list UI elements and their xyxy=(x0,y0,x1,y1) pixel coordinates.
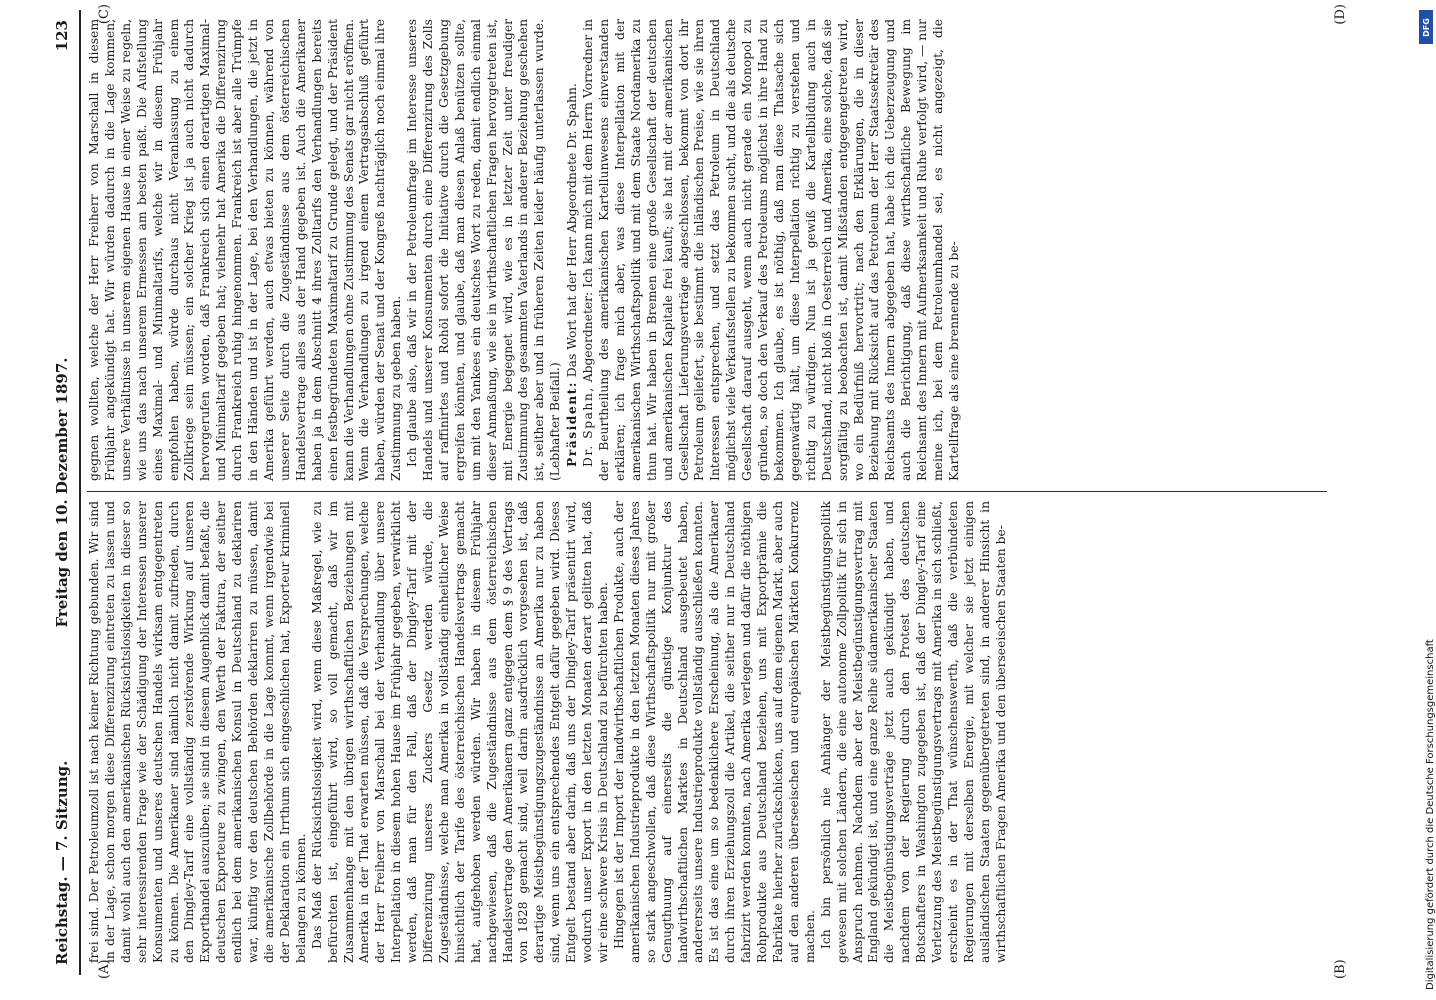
paragraph: frei sind. Der Petroleumzoll ist nach keiner Richtung gebunden. Wir sind in der Lage, schon morgen diese Differenzirung eintreten zu lassen und damit wohl auch den amerikanischen Rücksichtslosigkeiten in dieser so sehr interessirenden Frage wie der Schädigung der Interessen unserer Konsumenten und unseres deutschen Handels wirksam entgegentreten zu können. Die Amerikaner sind nämlich nicht damit zufrieden, durch den Dingley-Tarif eine vollständig zerstörende Wirkung auf unseren Exporthandel auszuüben; sie sind in diesem Augenblick damit befaßt, die deutschen Exporteure zu zwingen, den Werth der Faktura, der seither endlich bei dem amerikanischen Konsul in Deutschland zu deklariren war, künftig vor den deutschen Behörden deklariren zu müssen, damit die amerikanische Zollbehörde in die Lage kommt, wenn irgendwie bei der Deklaration ein Irrthum sich eingeschlichen hat, Exporteur kriminell belangen zu können. xyxy=(87,501,308,963)
header-left: Reichstag. — 7. Sitzung. xyxy=(53,760,71,965)
president-text: Das Wort hat der Herr Abgeordnete Dr. Spahn. xyxy=(565,83,580,378)
digitization-credit: Digitalisierung gefördert durch die Deutsche Forschungsgemeinschaft xyxy=(1425,639,1436,990)
paragraph: Ich bin persönlich nie Anhänger der Meistbegünstigungspolitik gewesen mit solchen Ländern, die eine autonome Zollpolitik für sich in Anspruch nehmen. Nachdem aber der Meistbegünstigungsvertrag mit England gekündigt ist, und eine ganze Reihe südamerikanischer Staaten die Meistbegünstigungsverträge jetzt auch gekündigt haben, und nachdem von der Regierung durch den Protest des deutschen Botschafters in Washington zugegeben ist, daß der Dingley-Tarif eine Verletzung des Meistbegünstigungsvertrags mit Amerika in sich schließt, erscheint es in der That wünschenswerth, daß die verbündeten Regierungen mit derselben Energie, mit welcher sie jetzt einigen ausländischen Staaten gegenübergetreten sind, in anderer Hinsicht in wirthschaftlichen Fragen Amerika und den überseeischen Staaten be- xyxy=(818,501,1008,963)
paragraph: Ich glaube also, daß wir in der Petroleumfrage im Interesse unseres Handels und unserer Konsumenten durch eine Differenzirung des Zolls auf raffinirtes und Rohöl sofort die Initiative durch die Gesetzgebung ergreifen könnten, und glaube, daß man diesen Anlaß benützen sollte, um mit den Yankees ein deutsches Wort zu reden, damit endlich einmal dieser Anmaßung, wie sie in wirthschaftlichen Fragen hervorgetreten ist, mit Energie begegnet wird, wie es in letzter Zeit unter freudiger Zustimmung des gesammten Vaterlands in anderer Beziehung geschehen ist, seither aber und in früheren Zeiten leider häufig unterlassen wurde. (Lebhafter Beifall.) xyxy=(405,19,563,481)
header-rule xyxy=(79,10,81,975)
column-divider xyxy=(87,491,1327,492)
right-column xyxy=(87,19,1327,481)
margin-mark-b: (B) xyxy=(1333,959,1348,979)
dfg-logo-text: DFG xyxy=(1421,17,1431,37)
paragraph: gegnen wollten, welche der Herr Freiherr von Marschall in diesem Frühjahr angekündigt hat. Wir würden dadurch in die Lage kommen, unsere Verhältnisse in unserem eigenen Hause in einer Weise zu regeln, wie uns das nach unserem Ermessen am besten paßt. Die Aufstellung eines Maximal- und Minimaltarifs, welche wir in diesem Frühjahr empfohlen haben, würde durchaus nicht Veranlassung zu einem Zollkriege sein müssen; ein solcher Krieg ist ja auch nicht dadurch hervorgerufen worden, daß Frankreich sich einen derartigen Maximal- und Minimaltarif gegeben hat; vielmehr hat Amerika die Differenzirung durch Frankreich ruhig hingenommen. Frankreich ist aber alle Trümpfe in den Händen und ist in der Lage, bei den Verhandlungen, die jetzt in Amerika geführt werden, auch etwas bieten zu können, während von unserer Seite durch die Zugeständnisse aus dem österreichischen Handelsvertrage alles aus der Hand gegeben ist. Auch die Amerikaner haben ja in dem Abschnitt 4 ihres Zolltarifs den Verhandlungen bereits einen festbegründeten Maximaltarif zu Grunde gelegt, und der Präsident kann die Verhandlungen ohne Zustimmung des Senats gar nicht eröffnen. Wenn die Verhandlungen zu irgend einem Vertragsabschluß geführt haben, würden der Senat und der Kongreß nachträglich noch einmal ihre Zustimmung zu geben haben. xyxy=(87,19,404,481)
speech-text: Ich kann mich mit dem Herrn Vorredner in der Beurtheilung des amerikanischen Kartellunwesens einverstanden erklären; ich frage mich aber, was diese Interpellation mit der amerikanischen Wirthschaftspolitik und mit dem Staate Nordamerika zu thun hat. Wir haben in Bremen eine große Gesellschaft der deutschen und amerikanischen Kapitale frei kauft; sie hat mit der amerikanischen Gesellschaft Lieferungsverträge abgeschlossen, bekommt von dort ihr Petroleum geliefert, sie bestimmt die inländischen Preise, wie sie ihren Interessen entsprechen, und setzt das Petroleum in Deutschland möglichst viele Verkaufsstellen zu bekommen sucht, und die als deutsche Gesellschaft darauf ausgeht, wenn auch nicht gerade ein Monopol zu gründen, so doch den Verkauf des Petroleums möglichst in ihre Hand zu bekommen. Ich glaube, es ist nöthig, daß man diese Thatsache sich gegenwärtig hält, um diese Interpellation richtig zu verstehen und richtig zu würdigen. Nun ist ja gewiß die Kartellbildung auch in Deutschland, nicht bloß in Oesterreich und Amerika, eine solche, daß sie sorgfältig zu beobachten ist, damit Mißständen entgegengetreten wird, wo ein Bedürfniß hervortritt; nach den Erklärungen, die in dieser Beziehung mit Rücksicht auf das Petroleum der Herr Staatssekretär des Reichsamts des Innern abgegeben hat, habe ich die Ueberzeugung und auch die Berichtigung, daß diese wirthschaftliche Bewegung im Reichsamt des Innern mit Aufmerksamkeit und Ruhe verfolgt wird, — nur meine ich, bei dem Petroleumhandel sei, es nicht angezeigt, die Kartellfrage als eine brennende zu be- xyxy=(581,19,961,481)
president-remark xyxy=(564,19,581,481)
header-date: Freitag den 10. Dezember 1897. xyxy=(53,357,71,628)
speaker-name: Dr. Spahn, xyxy=(581,386,596,467)
paragraph: Das Maß der Rücksichtslosigkeit wird, wenn diese Maßregel, wie zu befürchten ist, eingeführt wird, so voll gemacht, daß wir im Zusammenhange mit den übrigen wirthschaftlichen Beziehungen mit Amerika in der That erwarten müssen, daß die Versprechungen, welche der Herr Freiherr von Marschall bei der Verhandlung über unsere Interpellation in diesem hohen Hause im Frühjahr gegeben, verwirklicht werden, daß man für den Fall, daß der Dingley-Tarif mit der Differenzirung unseres Zuckers Gesetz werden würde, die Zugeständnisse, welche man Amerika in vollständig einheitlicher Weise hinsichtlich der Tarife des österreichischen Handelsvertrags gemacht hat, aufgehoben werden würden. Wir haben in diesem Frühjahr nachgewiesen, daß die Zugeständnisse aus dem österreichischen Handelsvertrage den Amerikanern ganz entgegen dem § 9 des Vertrags von 1828 gemacht sind, weil darin ausdrücklich vorgesehen ist, daß derartige Meistbegünstigungszugeständnisse an Amerika nur zu haben sind, wenn uns ein entsprechendes Entgelt dafür gegeben wird. Dieses Entgelt bestand aber darin, daß uns der Dingley-Tarif präsentirt wird, wodurch unser Export in den letzten Monaten derart gelitten hat, daß wir eine schwere Krisis in Deutschland zu befürchten haben. xyxy=(309,501,610,963)
rotated-page xyxy=(53,4,1363,979)
dfg-logo xyxy=(1419,10,1433,44)
page-header xyxy=(53,20,77,965)
margin-mark-c: (C) xyxy=(97,4,112,25)
margin-mark-a: (A) xyxy=(97,959,112,979)
speaker-role: Abgeordneter: xyxy=(581,291,596,383)
margin-mark-d: (D) xyxy=(1333,4,1348,25)
paragraph: Hingegen ist der Import der landwirthschaftlichen Produkte, auch der amerikanischen Industrieprodukte in den letzten Monaten dieses Jahres so stark angeschwollen, daß diese Wirthschaftspolitik nur mit großer Genugthuung auf einerseits die günstige Konjunktur des landwirthschaftlichen Marktes in Deutschland ausgebeutet haben, andererseits unsere Industrieprodukte vollständig ausschließen konnten. Es ist das eine um so bedenklichere Erscheinung, als die Amerikaner durch ihren Erziehungszoll die Artikel, die seither nur in Deutschland fabrizirt werden konnten, nach Amerika verlegen und dafür die nöthigen Rohprodukte aus Deutschland beziehen, uns mit Exportprämie die Fabrikate hierher zurückschicken, uns auf dem eigenen Markt, aber auch auf den anderen überseeischen und europäischen Märkten Konkurrenz machen. xyxy=(611,501,817,963)
page-number: 123 xyxy=(53,20,71,52)
president-label: Präsident: xyxy=(564,381,580,467)
left-column xyxy=(87,501,1327,963)
speech xyxy=(581,19,963,481)
